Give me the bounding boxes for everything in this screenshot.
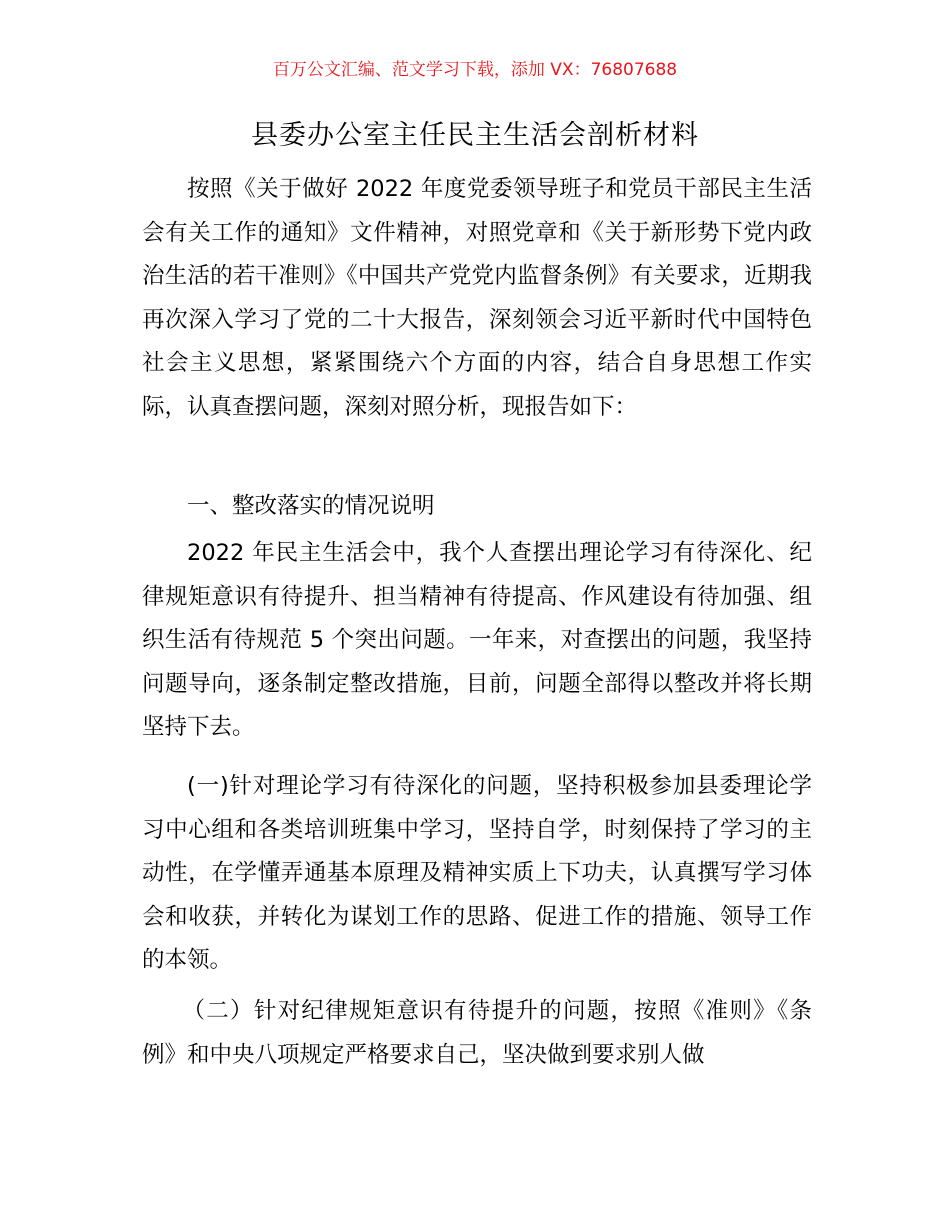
watermark-header: 百万公文汇编、范文学习下载，添加 VX：76807688 — [272, 60, 678, 80]
discipline-paragraph: （二）针对纪律规矩意识有待提升的问题，按照《准则》《条例》和中央八项规定严格要求自己，坚决做到要求别人做 — [142, 998, 812, 1068]
rectification-summary-paragraph: 2022 年民主生活会中，我个人查摆出理论学习有待深化、纪律规矩意识有待提升、担当精神有待提高、作风建设有待加强、组织生活有待规范 5 个突出问题。一年来，对查摆出的问题，我坚持问题导向，逐条制定整改措施，目前，问题全部得以整改并将长期坚持下去。 — [142, 540, 812, 740]
theory-study-paragraph: (一)针对理论学习有待深化的问题，坚持积极参加县委理论学习中心组和各类培训班集中学习，坚持自学，时刻保持了学习的主动性，在学懂弄通基本原理及精神实质上下功夫，认真撰写学习体会和收获，并转化为谋划工作的思路、促进工作的措施、领导工作的本领。 — [142, 773, 812, 973]
intro-paragraph: 按照《关于做好 2022 年度党委领导班子和党员干部民主生活会有关工作的通知》文件精神，对照党章和《关于新形势下党内政治生活的若干准则》《中国共产党党内监督条例》有关要求，近期我再次深入学习了党的二十大报告，深刻领会习近平新时代中国特色社会主义思想，紧紧围绕六个方面的内容，结合自身思想工作实际，认真查摆问题，深刻对照分析，现报告如下： — [142, 176, 812, 420]
document-title: 县委办公室主任民主生活会剖析材料 — [251, 120, 699, 151]
section-heading: 一、整改落实的情况说明 — [187, 493, 435, 519]
